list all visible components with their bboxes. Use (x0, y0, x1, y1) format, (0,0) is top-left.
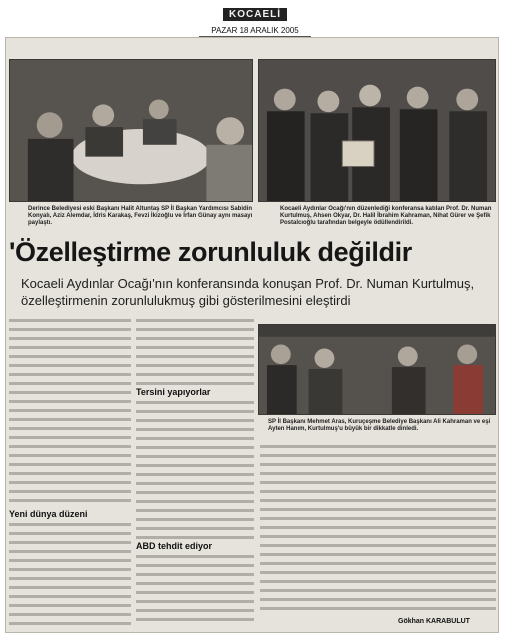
photo-audience-image (259, 325, 495, 414)
newspaper-clipping (5, 37, 499, 633)
subhead: Kocaeli Aydınlar Ocağı'nın konferansında konuşan Prof. Dr. Numan Kurtulmuş, özelleştirmenin zorunlulukmuş gibi gösterilmesini eleştirdi (21, 276, 475, 308)
article-column-1 (9, 319, 131, 625)
newspaper-logo: KOCAELİ (223, 8, 287, 21)
caption-audience: SP İl Başkanı Mehmet Aras, Kuruçeşme Belediye Başkanı Ali Kahraman ve eşi Ayten Hanım, Kurtulmuş'u büyük bir dikkatle dinledi. (268, 419, 491, 432)
photo-table-guests (9, 59, 253, 202)
subheading-yeni-dunya-duzeni: Yeni dünya düzeni (9, 509, 88, 519)
headline: 'Özelleştirme zorunluluk değildir (9, 237, 412, 267)
caption-award-ceremony: Kocaeli Aydınlar Ocağı'nın düzenlediği konferansa katılan Prof. Dr. Numan Kurtulmuş, Ahsen Okyar, Dr. Halil İbrahim Kahraman, Nihat Gürer ve Şefik Postalcıoğlu tarafından belgeyle ödüllendirildi. (280, 206, 492, 226)
masthead (199, 4, 311, 37)
photo-award-ceremony-image (259, 60, 495, 201)
byline (398, 618, 470, 625)
subheading-tersini-yapiyorlar: Tersini yapıyorlar (136, 387, 211, 397)
photo-audience (258, 324, 496, 415)
subheading-abd-tehdit-ediyor: ABD tehdit ediyor (136, 541, 213, 551)
caption-table-guests: Derince Belediyesi eski Başkanı Halit Altuntaş SP İl Başkan Yardımcısı Sabidin Konyalı, Aziz Alemdar, İdris Karakaş, Fevzi İkizoğlu ve İrfan Günay aynı masayı paylaştı. (28, 206, 253, 226)
article-column-3 (260, 445, 496, 615)
photo-table-guests-image (10, 60, 252, 201)
dateline: PAZAR 18 ARALIK 2005 (199, 26, 311, 37)
byline-name: Gökhan KARABULUT (398, 618, 470, 625)
article-column-2 (136, 319, 254, 625)
photo-award-ceremony (258, 59, 496, 202)
